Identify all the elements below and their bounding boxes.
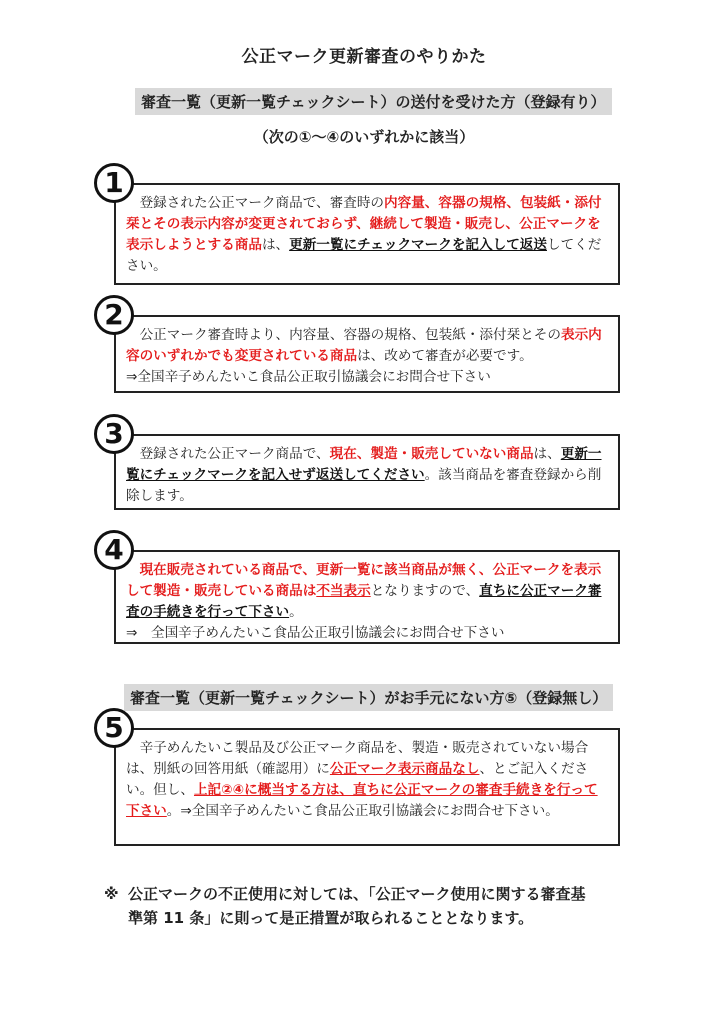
item-5-text-2: 、とご記入ください。但し、: [126, 761, 589, 798]
item-5-warning: 上記②④に概当する方は、直ちに公正マークの審査手続きを行って下さい: [126, 782, 598, 819]
page-title: 公正マーク更新審査のやりかた: [241, 47, 487, 67]
item-box-1: [114, 183, 620, 285]
item-3-instruction: 更新一覧にチェックマークを記入せず返送してください: [126, 446, 602, 483]
item-4-improper-label: 不当表示: [316, 583, 371, 599]
number-badge-4: 4: [94, 530, 134, 570]
number-badge-5: 5: [94, 708, 134, 748]
item-1-text: 登録された公正マーク商品で、審査時の: [126, 195, 385, 211]
item-2-contact: ⇒全国辛子めんたいこ食品公正取引協議会にお問合せ下さい: [126, 369, 491, 385]
item-4-contact: ⇒ 全国辛子めんたいこ食品公正取引協議会にお問合せ下さい: [126, 625, 505, 641]
section-heading-registered: 審査一覧（更新一覧チェックシート）の送付を受けた方（登録有り）: [135, 88, 612, 115]
condition-text: （次の①～④のいずれかに該当）: [253, 128, 475, 146]
number-badge-2: 2: [94, 295, 134, 335]
item-2-text: 公正マーク審査時より、内容量、容器の規格、包装紙・添付栞とその: [126, 327, 561, 343]
item-2-text-2: は、改めて審査が必要です。: [357, 348, 533, 364]
footnote: [104, 882, 624, 930]
item-3-text-3: 。該当商品を審査登録から削除します。: [126, 467, 602, 504]
item-3-highlight: 現在、製造・販売していない商品: [329, 446, 534, 462]
number-badge-1: 1: [94, 163, 134, 203]
item-5-text: 辛子めんたいこ製品及び公正マーク商品を、製造・販売されていない場合は、別紙の回答用紙（確認用）に: [126, 740, 589, 777]
item-4-highlight: 現在販売されている商品で、更新一覧に該当商品が無く、公正マークを表示して製造・販売している商品は: [126, 562, 602, 599]
item-box-5: [114, 728, 620, 846]
note-line-1: 公正マークの不正使用に対しては、「公正マーク使用に関する審査基: [128, 885, 586, 903]
number-badge-3: 3: [94, 414, 134, 454]
item-5-highlight: 公正マーク表示商品なし: [329, 761, 480, 777]
item-4-text: となりますので、: [370, 583, 480, 599]
section-heading-unregistered: 審査一覧（更新一覧チェックシート）がお手元にない方⑤（登録無し）: [124, 684, 613, 711]
note-mark: ※: [104, 885, 119, 903]
item-2-highlight: 表示内容のいずれかでも変更されている商品: [126, 327, 602, 364]
item-5-contact: 。⇒全国辛子めんたいこ食品公正取引協議会にお問合せ下さい。: [166, 803, 559, 819]
item-1-instruction: 更新一覧にチェックマークを記入して返送: [289, 237, 547, 253]
item-3-text-2: は、: [533, 446, 561, 462]
item-box-4: [114, 550, 620, 644]
item-1-highlight: 内容量、容器の規格、包装紙・添付栞とその表示内容が変更されておらず、継続して製造・販売し、公正マークを表示しようとする商品: [126, 195, 602, 253]
note-line-2: 準第 11 条」に則って是正措置が取られることとなります。: [128, 909, 534, 927]
item-4-text-2: 。: [289, 604, 303, 620]
item-3-text: 登録された公正マーク商品で、: [126, 446, 330, 462]
item-box-3: [114, 434, 620, 510]
item-box-2: [114, 315, 620, 393]
item-1-text-3: してください。: [126, 237, 602, 274]
item-4-instruction: 直ちに公正マーク審査の手続きを行って下さい: [126, 583, 602, 620]
item-1-text-2: は、: [261, 237, 290, 253]
